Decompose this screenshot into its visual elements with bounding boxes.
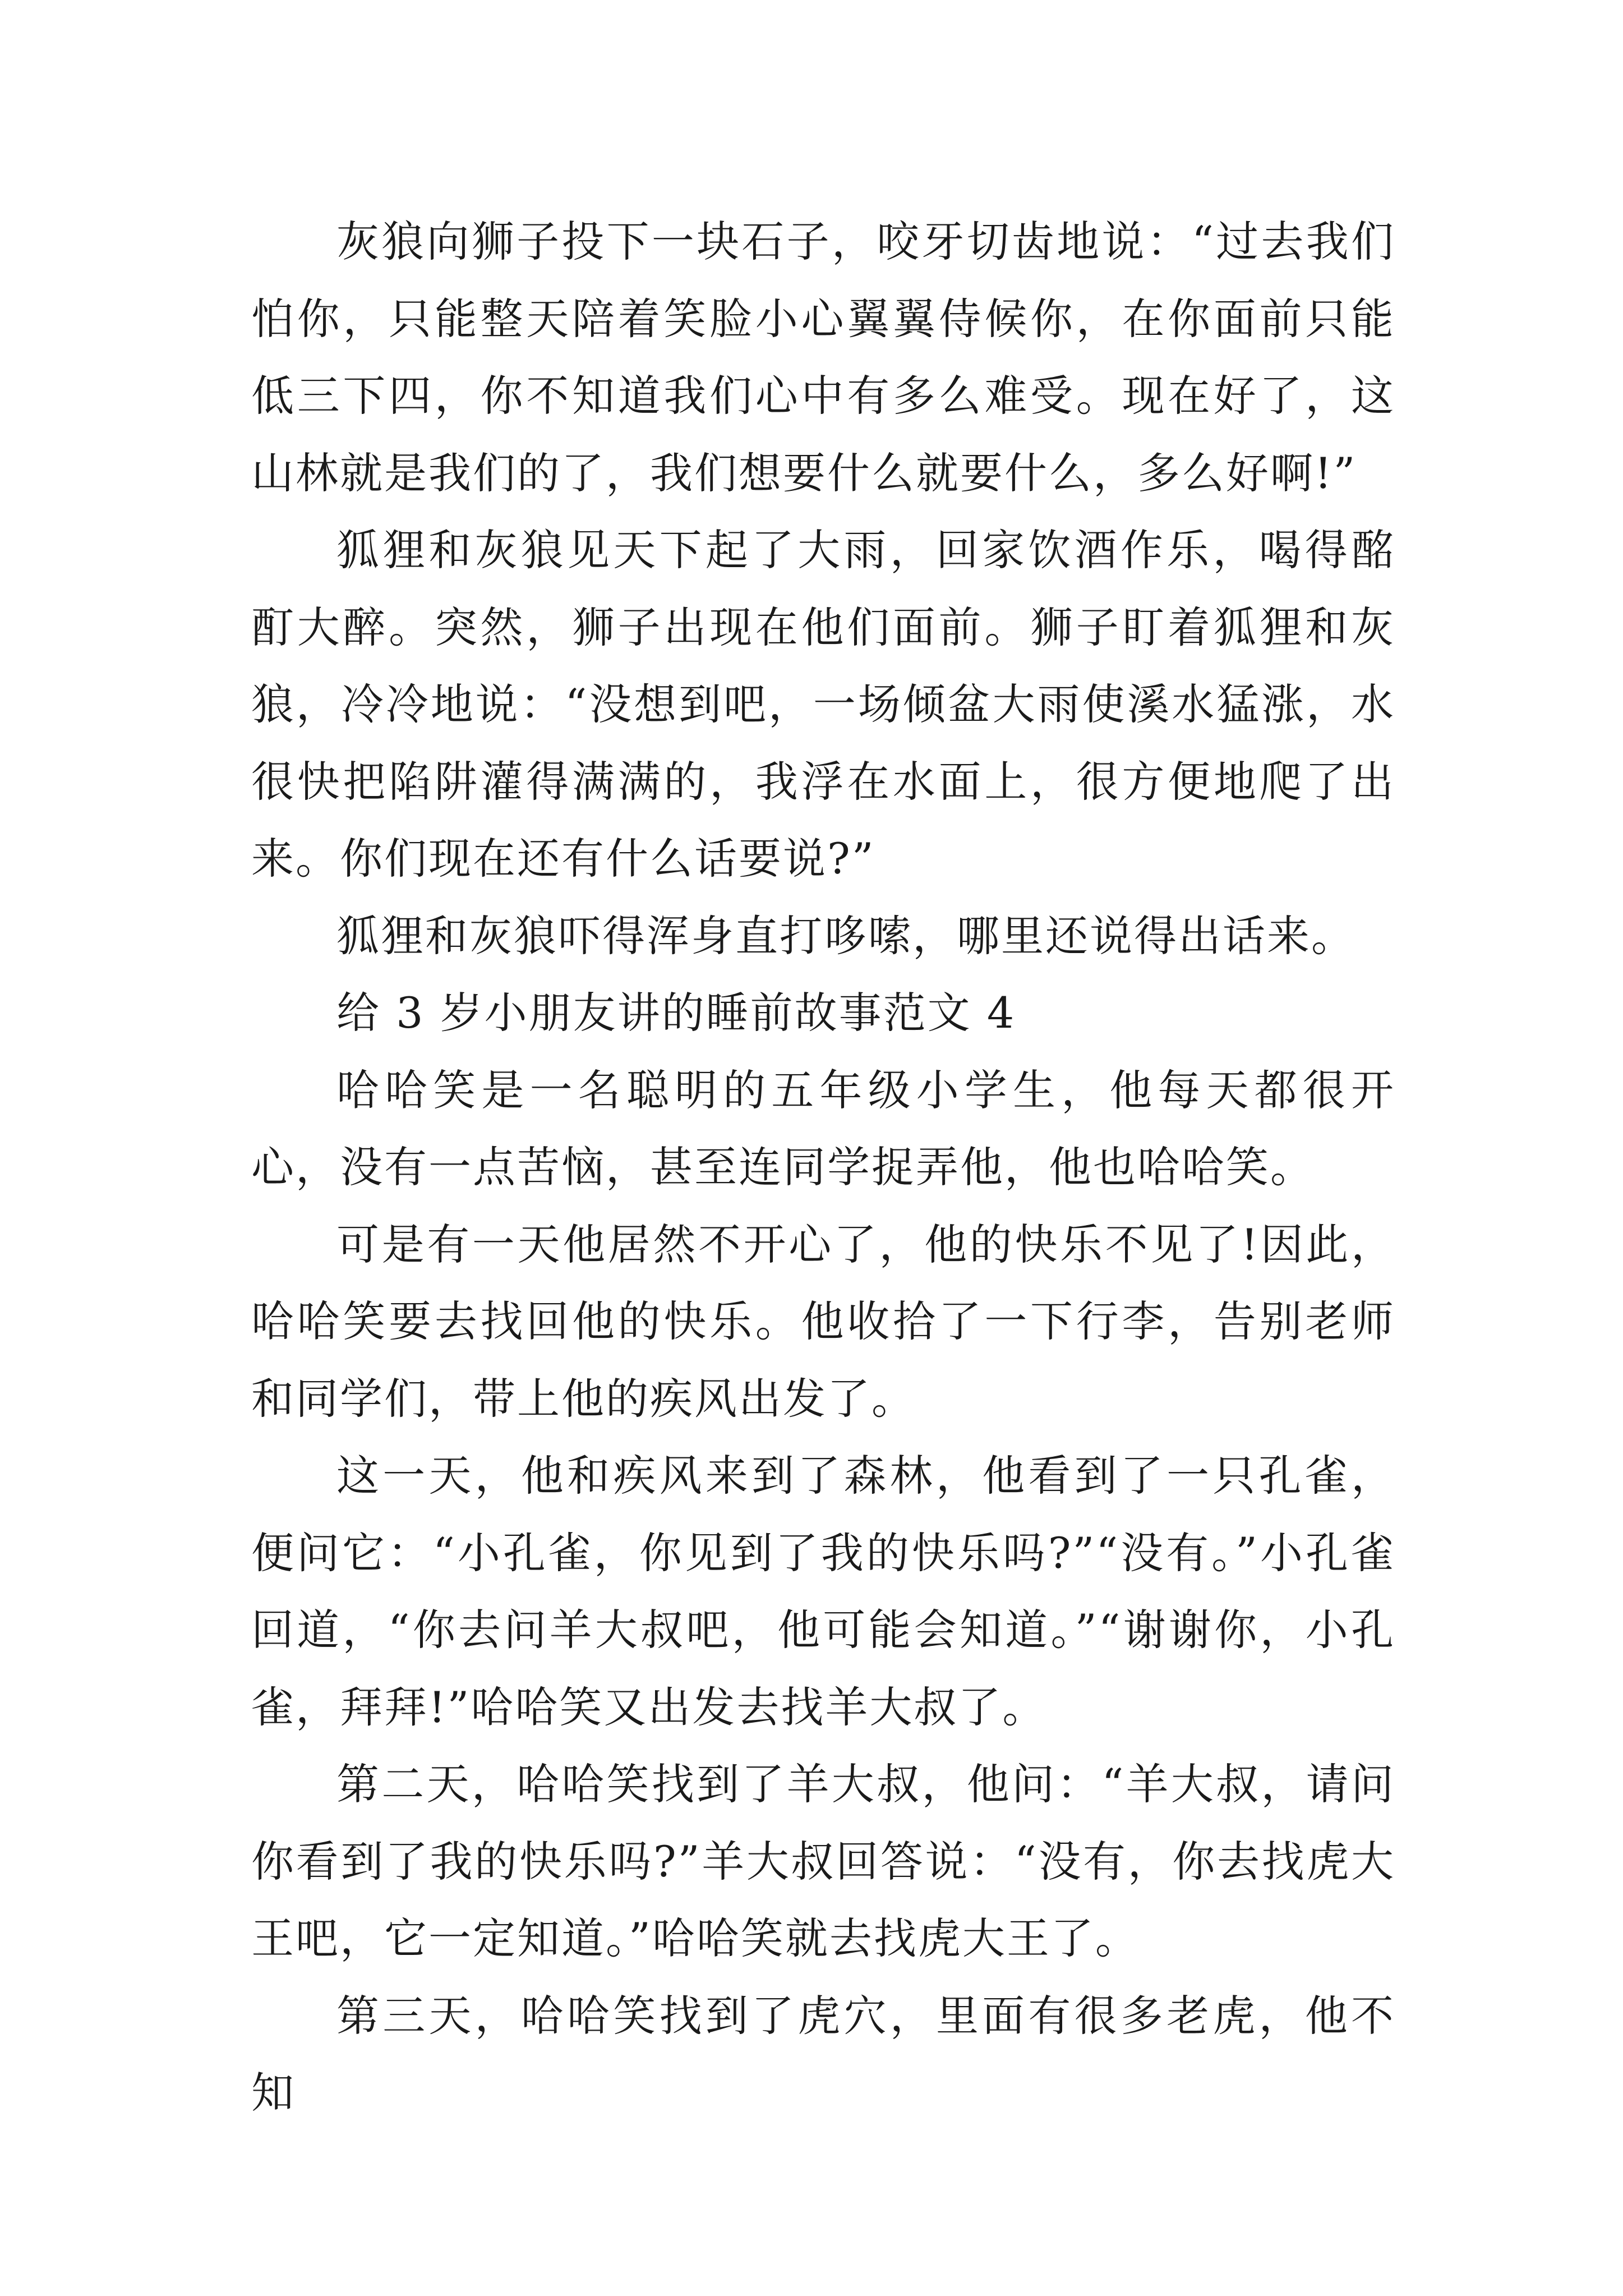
paragraph-tiger-den: 第三天，哈哈笑找到了虎穴，里面有很多老虎，他不知 [251,1990,1395,2118]
paragraph-wolf-speech: 灰狼向狮子投下一块石子，咬牙切齿地说：“过去我们怕你，只能整天陪着笑脸小心翼翼侍候你，在你面前只能低三下四，你不知道我们心中有多么难受。现在好了，这山林就是我们的了，我们想要什么就要什么，多么好啊!” [251,217,1395,498]
paragraph-fox-wolf-tremble: 狐狸和灰狼吓得浑身直打哆嗦，哪里还说得出话来。 [336,910,1355,961]
paragraph-lost-happiness: 可是有一天他居然不开心了，他的快乐不见了!因此，哈哈笑要去找回他的快乐。他收拾了一下行李，告别老师和同学们，带上他的疾风出发了。 [251,1219,1395,1424]
document-body [251,203,1395,2132]
paragraph-peacock: 这一天，他和疾风来到了森林，他看到了一只孔雀，便问它：“小孔雀，你见到了我的快乐吗?”“没有。”小孔雀回道，“你去问羊大叔吧，他可能会知道。”“谢谢你，小孔雀，拜拜!”哈哈笑又出发去找羊大叔了。 [251,1451,1395,1732]
paragraph-lion-returns: 狐狸和灰狼见天下起了大雨，回家饮酒作乐，喝得酩酊大醉。突然，狮子出现在他们面前。狮子盯着狐狸和灰狼，冷冷地说：“没想到吧，一场倾盆大雨使溪水猛涨，水很快把陷阱灌得满满的，我浮在水面上，很方便地爬了出来。你们现在还有什么话要说?” [251,525,1395,884]
section-heading: 给 3 岁小朋友讲的睡前故事范文 4 [336,988,1016,1038]
paragraph-uncle-sheep: 第二天，哈哈笑找到了羊大叔，他问：“羊大叔，请问你看到了我的快乐吗?”羊大叔回答说：“没有，你去找虎大王吧，它一定知道。”哈哈笑就去找虎大王了。 [251,1759,1395,1963]
paragraph-hahaxiao-intro: 哈哈笑是一名聪明的五年级小学生，他每天都很开心，没有一点苦恼，甚至连同学捉弄他，他也哈哈笑。 [251,1065,1395,1192]
